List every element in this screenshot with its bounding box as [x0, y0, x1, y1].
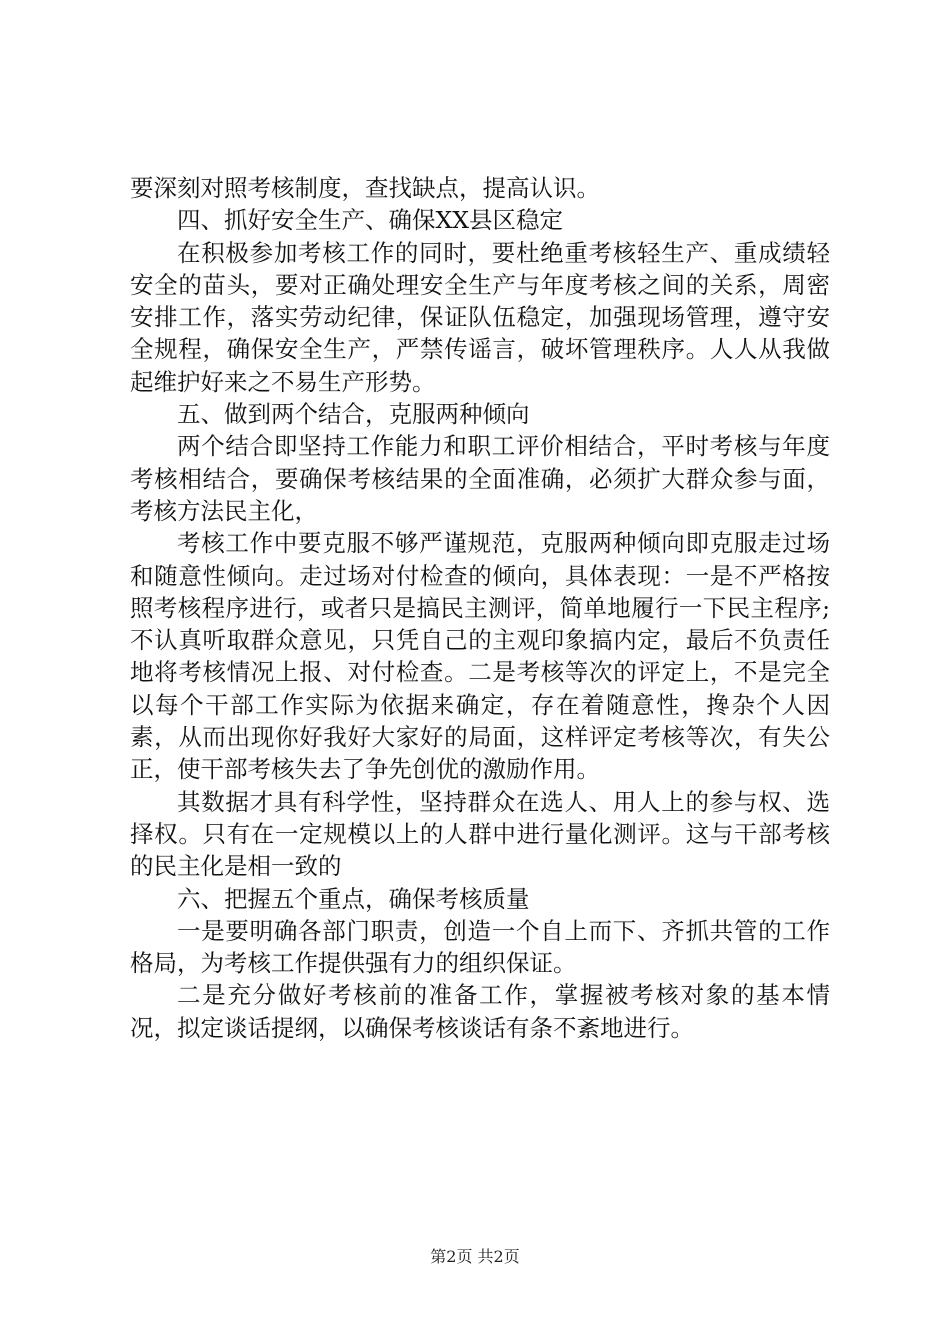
paragraph-section-five-3: 其数据才具有科学性，坚持群众在选人、用人上的参与权、选择权。只有在一定规模以上的人群中进行量化测评。这与干部考核的民主化是相一致的 [130, 787, 830, 881]
paragraph-continuation: 要深刻对照考核制度，查找缺点，提高认识。 [130, 174, 600, 202]
paragraph-section-four: 在积极参加考核工作的同时，要杜绝重考核轻生产、重成绩轻安全的苗头，要对正确处理安全生产与年度考核之间的关系，周密安排工作，落实劳动纪律，保证队伍稳定，加强现场管理，遵守安全规程，确保安全生产，严禁传谣言，破坏管理秩序。人人从我做起维护好来之不易生产形势。 [130, 238, 830, 396]
paragraph-section-six-2: 二是充分做好考核前的准备工作，掌握被考核对象的基本情况，拟定谈话提纲，以确保考核谈话有条不紊地进行。 [130, 981, 830, 1042]
page-number-footer: 第2页 共2页 [430, 1247, 520, 1266]
section-heading-six: 六、把握五个重点，确保考核质量 [177, 884, 530, 913]
section-heading-four: 四、抓好安全生产、确保XX县区稳定 [177, 206, 563, 235]
paragraph-section-five-1: 两个结合即坚持工作能力和职工评价相结合，平时考核与年度考核相结合，要确保考核结果的全面准确，必须扩大群众参与面，考核方法民主化， [130, 432, 830, 525]
paragraph-section-five-2: 考核工作中要克服不够严谨规范，克服两种倾向即克服走过场和随意性倾向。走过场对付检查的倾向，具体表现：一是不严格按照考核程序进行，或者只是搞民主测评，简单地履行一下民主程序;不认真听取群众意见，只凭自己的主观印象搞内定，最后不负责任地将考核情况上报、对付检查。二是考核等次的评定上，不是完全以每个干部工作实际为依据来确定，存在着随意性，搀杂个人因素，从而出现你好我好大家好的局面，这样评定考核等次，有失公正，使干部考核失去了争先创优的激励作用。 [130, 529, 830, 784]
document-body [130, 172, 830, 1044]
paragraph-section-six-1: 一是要明确各部门职责，创造一个自上而下、齐抓共管的工作格局，为考核工作提供强有力的组织保证。 [130, 916, 830, 978]
section-heading-five: 五、做到两个结合，克服两种倾向 [177, 400, 530, 429]
